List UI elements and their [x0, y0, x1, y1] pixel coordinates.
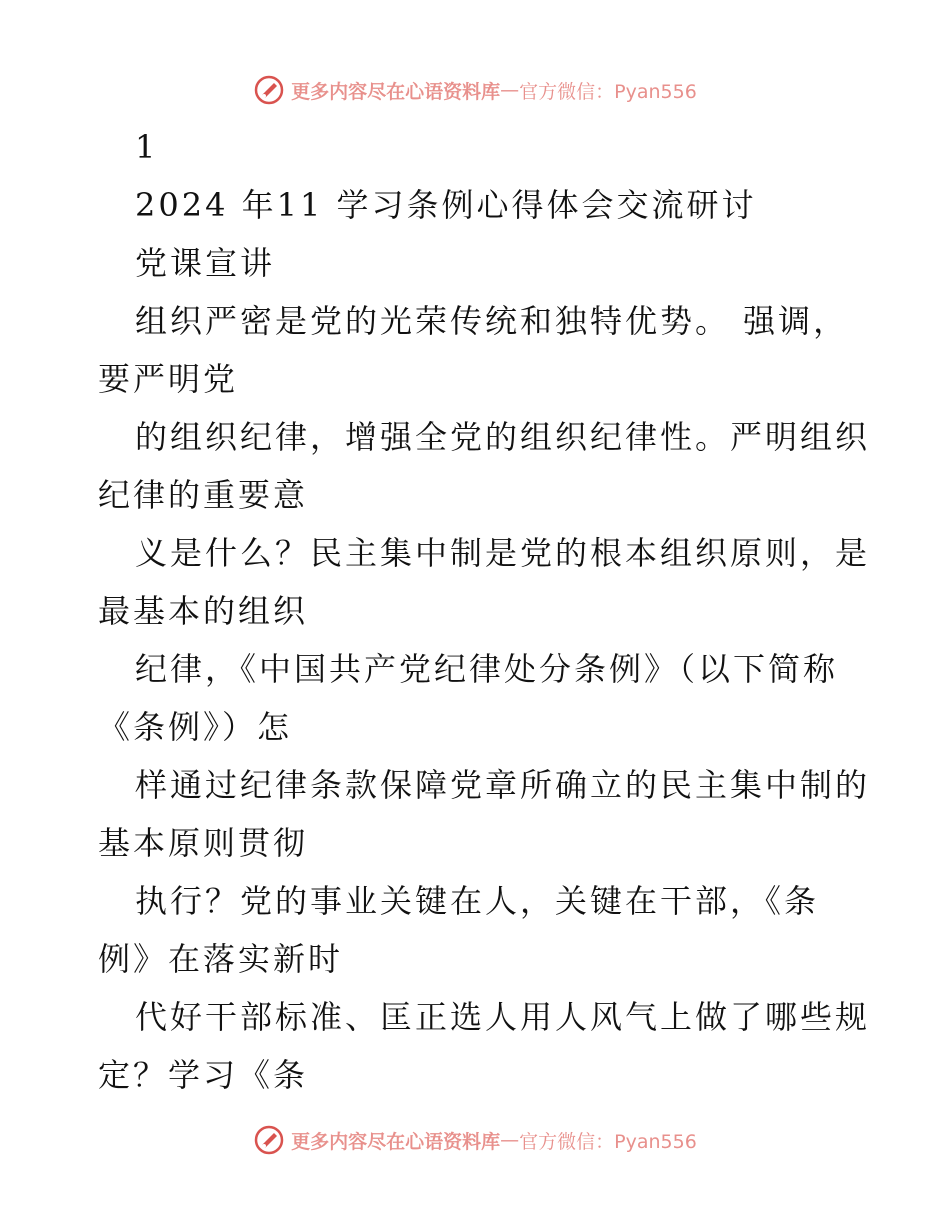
body-line: 要严明党 — [98, 360, 239, 398]
page-number: 1 — [135, 128, 159, 166]
footer-watermark — [0, 1120, 950, 1160]
watermark-main-text: 更多内容尽在心语资料库 — [291, 80, 501, 103]
watermark-separator: — — [500, 79, 520, 101]
watermark-wechat-text: 官方微信：Pyan556 — [519, 80, 697, 103]
body-line: 例》在落实新时 — [98, 940, 344, 978]
body-line: 组织严密是党的光荣传统和独特优势。 强调， — [135, 302, 849, 340]
watermark-separator: — — [500, 1129, 520, 1151]
watermark-wechat-text: 官方微信：Pyan556 — [519, 1130, 697, 1153]
body-line: 执行？党的事业关键在人，关键在干部，《条 — [135, 882, 820, 920]
title-line-2: 党课宣讲 — [135, 244, 276, 282]
body-line: 的组织纪律，增强全党的组织纪律性。严明组织 — [135, 418, 871, 456]
body-line: 基本原则贯彻 — [98, 824, 309, 862]
body-line: 义是什么？民主集中制是党的根本组织原则，是 — [135, 534, 871, 572]
body-line: 最基本的组织 — [98, 592, 309, 630]
body-line: 代好干部标准、匡正选人用人风气上做了哪些规 — [135, 998, 871, 1036]
body-line: 纪律的重要意 — [98, 476, 309, 514]
logo-icon — [253, 74, 285, 106]
logo-icon — [253, 1124, 285, 1156]
body-line: 纪律，《中国共产党纪律处分条例》（以下简称 — [135, 650, 839, 688]
watermark-main-text: 更多内容尽在心语资料库 — [291, 1130, 501, 1153]
body-line: 定？学习《条 — [98, 1056, 309, 1094]
body-line: 样通过纪律条款保障党章所确立的民主集中制的 — [135, 766, 871, 804]
header-watermark — [0, 70, 950, 110]
title-line-1: 2024 年11 学习条例心得体会交流研讨 — [135, 186, 757, 224]
body-line: 《条例》）怎 — [98, 708, 293, 746]
